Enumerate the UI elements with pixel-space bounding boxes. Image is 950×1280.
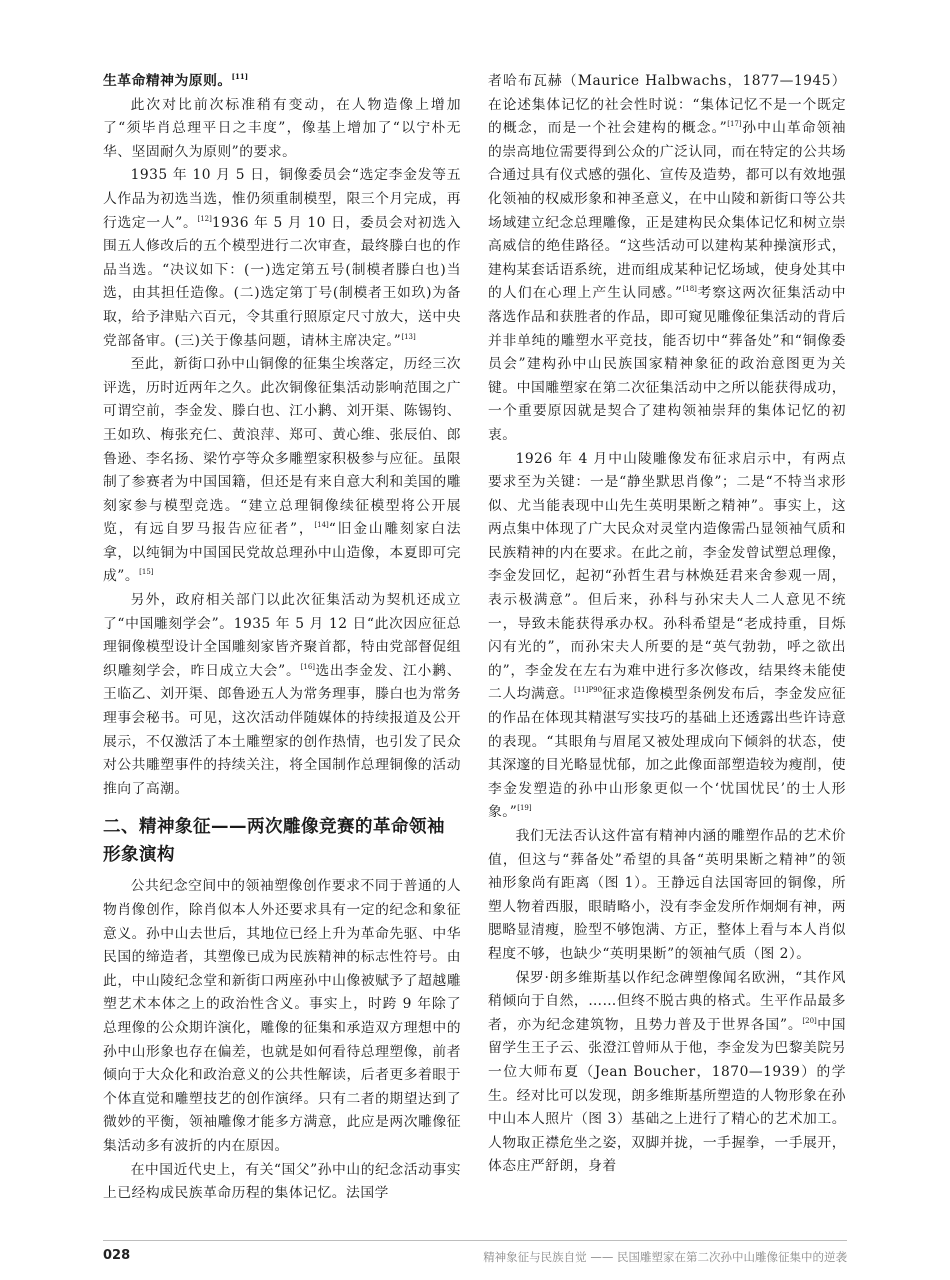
paragraph [103, 164, 461, 353]
footnote-ref: [14] [314, 521, 329, 530]
footnote-ref: [11] [231, 72, 249, 81]
footnote-ref: [20] [802, 1016, 817, 1025]
text-run: 此次对比前次标准稍有变动，在人物造像上增加了“须毕肖总理平日之丰度”，像基上增加了“以宁朴无华、坚固耐久为原则”的要求。 [103, 96, 461, 160]
footnote-ref: [17] [727, 120, 742, 129]
paragraph [103, 875, 461, 1158]
left-column [103, 70, 461, 1206]
paragraph [103, 70, 461, 94]
footnote-ref: [12] [197, 214, 212, 223]
text-run: 征求造像模型条例发布后，李金发应征的作品在体现其精湛写实技巧的基础上还透露出些许诗意的表现。“其眼角与眉尾又被处理成向下倾斜的状态，使其深邃的目光略显忧郁，加之此像面部塑造较为瘦削，使李金发塑造的孙中山形象更似一个‘忧国忧民’的士人形象。” [488, 686, 847, 821]
footnote-ref: [13] [401, 332, 416, 341]
page-number: 028 [103, 1248, 131, 1263]
paragraph [103, 1159, 461, 1206]
text-run: 保罗·朗多维斯基以作纪念碑塑像闻名欧洲，“其作风稍倾向于自然，……但终不脱古典的格式。生平作品最多者，亦为纪念建筑物，且势力普及于世界各国”。 [488, 969, 846, 1033]
footnote-ref: [11]P90 [574, 686, 603, 695]
text-run: 考察这两次征集活动中落选作品和获胜者的作品，即可窥见雕像征集活动的背后并非单纯的雕塑水平竞技，能否切中“葬备处”和“铜像委员会”建构孙中山民族国家精神象征的政治意图更为关键。中国雕塑家在第二次征集活动中之所以能获得成功，一个重要原因就是契合了建构领袖崇拜的集体记忆的初衷。 [488, 285, 847, 443]
text-run: 孙中山革命领袖的崇高地位需要得到公众的广泛认同，而在特定的公共场合通过具有仪式感的强化、宣传及造势，都可以有效地强化领袖的权威形象和神圣意义，在中山陵和新街口等公共场域建立纪念总理雕像，正是建构民众集体记忆和树立崇高威信的绝佳路径。“这些活动可以建构某种操演形式，建构某套话语系统，进而组成某种记忆场域，使身处其中的人们在心理上产生认同感。” [488, 120, 847, 302]
paragraph [103, 353, 461, 589]
text-run: 我们无法否认这件富有精神内涵的雕塑作品的艺术价值，但这与“葬备处”希望的具备“英明果断之精神”的领袖形象尚有距离（图 1）。王静远自法国寄回的铜像，所塑人物着西服，眼睛略小，没有李金发所作炯炯有神，两腮略显清瘦，脸型不够饱满、方正，整体上看与本人肖似程度不够，也缺少“英明果断”的领袖气质（图 2）。 [488, 828, 846, 962]
paragraph [103, 589, 461, 801]
text-run: “旧金山雕刻家白法拿，以纯铜为中国国民党故总理孙中山造像，本夏即可完成”。 [103, 521, 461, 585]
text-run: 在中国近代史上，有关“国父”孙中山的纪念活动事实上已经构成民族革命历程的集体记忆。法国学 [103, 1161, 461, 1202]
text-run: 另外，政府相关部门以此次征集活动为契机还成立了“中国雕刻学会”。1935 年 5 月 12 日“此次因应征总理铜像模型设计全国雕刻家皆齐聚首都，特由党部督促组织雕刻学会，昨日成立大会”。 [103, 592, 461, 679]
running-title: 精神象征与民族自觉 —— 民国雕塑家在第二次孙中山雕像征集中的逆袭 [483, 1250, 847, 1264]
paragraph [103, 94, 461, 165]
section-heading: 二、精神象征——两次雕像竞赛的革命领袖形象演构 [103, 817, 445, 866]
paragraph [488, 448, 846, 826]
text-run: 者哈布瓦赫（Maurice Halbwachs，1877—1945）在论述集体记忆的社会性时说：“集体记忆不是一个既定的概念，而是一个社会建构的概念。” [488, 73, 846, 137]
text-run: 1936 年 5 月 10 日，委员会对初选入围五人修改后的五个模型进行二次审查，最终滕白也的作品当选。“决议如下：(一)选定第五号(制模者滕白也)当选，由其担任造像。(二)选定第丁号(制模者王如玖)为备取，给予津贴六百元，令其重行照原定尺寸放大，送中央党部备审。(三)关于像基问题，请林主席决定。” [103, 214, 461, 349]
text-run: 公共纪念空间中的领袖塑像创作要求不同于普通的人物肖像创作，除肖似本人外还要求具有一定的纪念和象征意义。孙中山去世后，其地位已经上升为革命先驱、中华民国的缔造者，其塑像已成为民族精神的标志性符号。由此，中山陵纪念堂和新街口两座孙中山像被赋予了超越雕塑艺术本体之上的政治性含义。事实上，时跨 9 年除了总理像的公众期许演化，雕像的征集和承造双方理想中的孙中山形象也存在偏差，也就是如何看待总理塑像，前者倾向于大众化和政治意义的公共性解读，后者更多着眼于个体直觉和雕塑技艺的创作演绎。只有二者的期望达到了微妙的平衡，领袖雕像才能多方满意，此应是两次雕像征集活动多有波折的内在原因。 [103, 878, 461, 1154]
text-run: 1926 年 4 月中山陵雕像发布征求启示中，有两点要求至为关键：一是“静坐默思肖像”；二是“不特当求形似、尤当能表现中山先生英明果断之精神”。事实上，这两点集中体现了广大民众对灵堂内造像需凸显领袖气质和民族精神的内在要求。在此之前，李金发曾试塑总理像，李金发回忆，起初“孙哲生君与林焕廷君来舍参观一周，表示极满意”。但后来，孙科与孙宋夫人二人意见不统一，导致未能获得承办权。孙科希望是“老成持重，目烁闪有光的”，而孙宋夫人所要的是“英气勃勃，呼之欲出的”，李金发在左右为难中进行多次修改，结果终未能使二人均满意。 [488, 450, 846, 703]
paragraph [488, 70, 846, 448]
text-run: 中国留学生王子云、张澄江曾师从于他，李金发为巴黎美院另一位大师布夏（Jean Boucher，1870—1939）的学生。经对比可以发现，朗多维斯基所塑造的人物形象在孙中山本人照片（图 3）基础之上进行了精心的艺术加工。人物取正襟危坐之姿，双脚并拢，一手握拳，一手展开，体态庄严舒朗，身着 [488, 1016, 846, 1175]
paragraph [488, 825, 846, 967]
footnote-ref: [18] [682, 285, 697, 294]
text-run: 1935 年 10 月 5 日，铜像委员会“选定李金发等五人作品为初选当选，惟仍须重制模型，限三个月完成，再行选定一人”。 [103, 167, 461, 231]
text-run: 选出李金发、江小鹣、王临乙、刘开渠、郎鲁逊五人为常务理事，滕白也为常务理事会秘书。可见，这次活动伴随媒体的持续报道及公开展示，不仅激活了本土雕塑家的创作热情，也引发了民众对公共雕塑事件的持续关注，将全国制作总理铜像的活动推向了高潮。 [103, 662, 461, 797]
footnote-ref: [19] [517, 804, 532, 813]
footer-rule [103, 1240, 847, 1241]
text-run: 至此，新街口孙中山铜像的征集尘埃落定，历经三次评选，历时近两年之久。此次铜像征集活动影响范围之广可谓空前，李金发、滕白也、江小鹣、刘开渠、陈锡钧、王如玖、梅张充仁、黄浪萍、郑可、黄心维、张辰伯、郎鲁逊、李名扬、梁竹亭等众多雕塑家积极参与应征。虽限制了参赛者为中国国籍，但还是有来自意大利和美国的雕刻家参与模型竞选。“建立总理铜像续征模型将公开展览，有远自罗马报告应征者”， [103, 356, 461, 538]
right-column [488, 70, 846, 1179]
footnote-ref: [16] [300, 662, 316, 671]
text-run: 生革命精神为原则。 [103, 73, 232, 89]
footnote-ref: [15] [139, 568, 154, 577]
paragraph [488, 967, 846, 1179]
